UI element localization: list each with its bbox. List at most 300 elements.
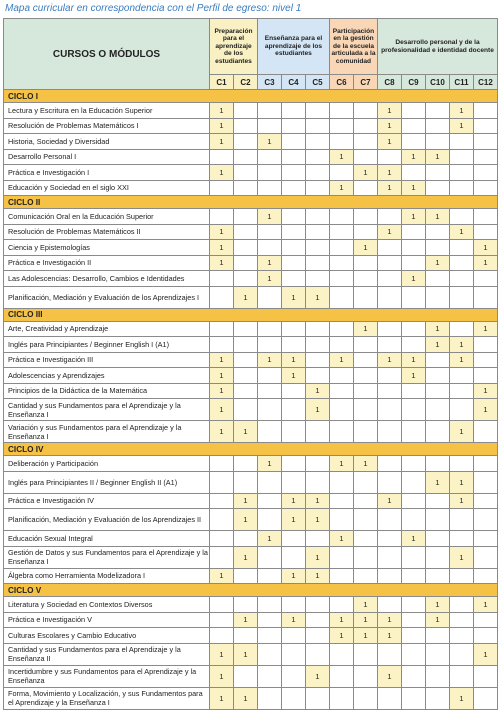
competency-cell: 1 [258,531,282,547]
competency-cell [234,165,258,181]
competency-cell [402,421,426,443]
competency-cell [258,368,282,384]
competency-cell [210,286,234,308]
competency-cell: 1 [210,165,234,181]
competency-cell: 1 [282,352,306,368]
cycle-label: CICLO V [4,584,498,597]
competency-cell [330,687,354,709]
competency-cell [330,337,354,353]
competency-cell [282,628,306,644]
table-row [4,597,498,613]
competency-cell: 1 [282,509,306,531]
code-header: C12 [474,75,498,90]
table-row [4,118,498,134]
competency-cell: 1 [402,180,426,196]
competency-cell: 1 [450,103,474,119]
competency-cell [426,103,450,119]
competency-cell [354,118,378,134]
table-row [4,399,498,421]
competency-cell [426,180,450,196]
competency-cell [258,597,282,613]
competency-cell [234,597,258,613]
competency-cell [306,321,330,337]
course-name: Planificación, Mediación y Evaluación de los Aprendizajes I [4,286,210,308]
competency-cell: 1 [210,103,234,119]
competency-cell [306,687,330,709]
competency-cell [402,456,426,472]
competency-cell: 1 [450,337,474,353]
competency-cell [474,118,498,134]
table-row [4,286,498,308]
competency-cell [258,149,282,165]
competency-cell [474,180,498,196]
competency-cell [282,103,306,119]
competency-cell [426,456,450,472]
competency-cell [474,509,498,531]
competency-cell [450,383,474,399]
course-name: Cantidad y sus Fundamentos para el Aprendizaje y la Enseñanza II [4,643,210,665]
table-row [4,149,498,165]
competency-cell [474,368,498,384]
competency-cell [258,546,282,568]
competency-cell: 1 [282,286,306,308]
competency-cell: 1 [378,612,402,628]
competency-cell: 1 [258,456,282,472]
competency-cell [474,471,498,493]
competency-cell [330,399,354,421]
table-body [4,90,498,710]
competency-cell [450,665,474,687]
code-header: C3 [258,75,282,90]
course-name: Práctica e Investigación IV [4,493,210,509]
competency-cell [354,180,378,196]
table-row [4,352,498,368]
cycle-label: CICLO IV [4,443,498,456]
competency-cell [402,103,426,119]
table-row [4,224,498,240]
competency-cell [426,368,450,384]
competency-cell [330,493,354,509]
competency-cell [378,321,402,337]
competency-cell [378,421,402,443]
competency-cell: 1 [306,286,330,308]
competency-cell [354,255,378,271]
competency-cell [306,209,330,225]
competency-cell [378,643,402,665]
table-row [4,165,498,181]
competency-cell: 1 [234,421,258,443]
competency-cell: 1 [330,628,354,644]
competency-cell: 1 [210,255,234,271]
competency-cell [330,368,354,384]
competency-cell [450,368,474,384]
competency-cell [450,134,474,150]
cycle-label: CICLO I [4,90,498,103]
competency-cell [282,321,306,337]
table-row [4,209,498,225]
competency-cell [354,383,378,399]
competency-cell: 1 [306,568,330,584]
competency-cell [210,471,234,493]
competency-cell [474,665,498,687]
code-header: C8 [378,75,402,90]
competency-cell [402,546,426,568]
document-title: Mapa curricular en correspondencia con el Perfil de egreso: nivel 1 [5,3,302,14]
competency-cell [474,224,498,240]
competency-cell [306,240,330,256]
competency-cell [354,271,378,287]
competency-cell [450,643,474,665]
competency-cell: 1 [330,149,354,165]
competency-cell [234,383,258,399]
competency-cell [378,509,402,531]
competency-cell: 1 [450,493,474,509]
competency-cell [474,149,498,165]
competency-cell [210,456,234,472]
course-name: Práctica e Investigación II [4,255,210,271]
competency-cell [426,240,450,256]
competency-cell [426,493,450,509]
competency-cell: 1 [354,240,378,256]
competency-cell [282,180,306,196]
competency-cell: 1 [378,224,402,240]
competency-cell [378,597,402,613]
competency-cell [426,165,450,181]
competency-cell [426,352,450,368]
competency-cell: 1 [234,612,258,628]
competency-cell [258,421,282,443]
table-row [4,421,498,443]
competency-cell [330,103,354,119]
competency-cell: 1 [450,118,474,134]
competency-cell [234,180,258,196]
competency-cell [258,628,282,644]
competency-cell: 1 [258,271,282,287]
competency-cell [354,643,378,665]
competency-cell: 1 [234,493,258,509]
competency-cell [330,165,354,181]
competency-cell [258,643,282,665]
cycle-header-row [4,308,498,321]
competency-cell: 1 [330,612,354,628]
competency-cell [402,255,426,271]
competency-cell [282,531,306,547]
competency-cell [282,597,306,613]
competency-cell [330,471,354,493]
competency-cell [426,531,450,547]
competency-cell [450,568,474,584]
competency-cell [378,240,402,256]
competency-cell [282,224,306,240]
competency-cell [402,612,426,628]
competency-cell [378,531,402,547]
competency-cell [354,665,378,687]
competency-cell [282,399,306,421]
competency-cell [210,180,234,196]
code-header: C5 [306,75,330,90]
competency-cell: 1 [210,224,234,240]
competency-cell [234,149,258,165]
table-row [4,665,498,687]
competency-cell [330,224,354,240]
competency-cell [306,643,330,665]
competency-cell: 1 [330,352,354,368]
competency-cell: 1 [474,597,498,613]
competency-cell [210,628,234,644]
competency-cell [402,493,426,509]
competency-cell [330,546,354,568]
table-row [4,337,498,353]
competency-cell: 1 [210,643,234,665]
competency-cell [354,687,378,709]
competency-cell [354,546,378,568]
competency-cell [234,255,258,271]
competency-cell [330,383,354,399]
cycle-header-row [4,90,498,103]
code-header: C11 [450,75,474,90]
code-header: C7 [354,75,378,90]
competency-cell: 1 [210,421,234,443]
competency-cell: 1 [234,509,258,531]
table-row [4,456,498,472]
competency-cell: 1 [306,665,330,687]
course-name: Incertidumbre y sus Fundamentos para el Aprendizaje y la Enseñanza [4,665,210,687]
competency-cell [378,255,402,271]
competency-cell [258,240,282,256]
competency-cell [234,224,258,240]
competency-cell [282,383,306,399]
competency-cell: 1 [378,352,402,368]
course-name: Cantidad y sus Fundamentos para el Aprendizaje y la Enseñanza I [4,399,210,421]
table-row [4,493,498,509]
course-name: Culturas Escolares y Cambio Educativo [4,628,210,644]
group-header-row [4,19,498,75]
competency-cell [258,509,282,531]
competency-cell: 1 [426,471,450,493]
competency-cell [354,209,378,225]
code-header: C9 [402,75,426,90]
competency-cell [402,628,426,644]
competency-cell [210,612,234,628]
course-name: Arte, Creatividad y Aprendizaje [4,321,210,337]
competency-cell [306,224,330,240]
competency-cell [426,224,450,240]
competency-cell [402,399,426,421]
competency-cell: 1 [426,597,450,613]
competency-cell: 1 [378,628,402,644]
competency-cell [354,368,378,384]
competency-cell [378,271,402,287]
competency-cell: 1 [354,597,378,613]
curricular-map-table [3,18,498,710]
competency-cell [234,209,258,225]
course-name: Comunicación Oral en la Educación Superior [4,209,210,225]
competency-cell [426,546,450,568]
code-header: C6 [330,75,354,90]
table-row [4,612,498,628]
competency-cell [402,665,426,687]
competency-cell [282,134,306,150]
competency-cell: 1 [402,209,426,225]
table-row [4,321,498,337]
course-name: Forma, Movimiento y Localización, y sus Fundamentos para el Aprendizaje y la Enseñanza I [4,687,210,709]
competency-cell [378,546,402,568]
competency-cell [210,509,234,531]
competency-cell [234,368,258,384]
competency-cell [234,134,258,150]
competency-cell: 1 [378,180,402,196]
competency-cell [282,240,306,256]
competency-cell [426,286,450,308]
competency-cell [330,568,354,584]
competency-cell [474,612,498,628]
competency-cell: 1 [378,118,402,134]
competency-cell: 1 [426,255,450,271]
competency-cell [378,286,402,308]
competency-cell [474,421,498,443]
competency-cell [210,209,234,225]
competency-cell [210,597,234,613]
competency-cell [258,321,282,337]
competency-cell [282,456,306,472]
code-header: C4 [282,75,306,90]
competency-cell [354,399,378,421]
competency-cell [330,665,354,687]
competency-cell [378,687,402,709]
competency-cell: 1 [450,546,474,568]
competency-cell [378,368,402,384]
competency-cell [330,509,354,531]
competency-cell [234,399,258,421]
competency-cell [210,337,234,353]
competency-cell: 1 [474,399,498,421]
competency-cell [258,103,282,119]
competency-cell [258,687,282,709]
competency-cell: 1 [378,165,402,181]
course-name: Educación y Sociedad en el siglo XXI [4,180,210,196]
competency-cell [282,271,306,287]
competency-cell [330,240,354,256]
competency-cell [234,103,258,119]
competency-cell: 1 [330,180,354,196]
competency-cell [330,421,354,443]
competency-cell [426,568,450,584]
competency-cell [258,118,282,134]
competency-cell: 1 [210,399,234,421]
competency-cell [402,240,426,256]
competency-cell [258,612,282,628]
competency-cell [330,321,354,337]
competency-cell [450,271,474,287]
competency-cell [258,337,282,353]
table-row [4,643,498,665]
competency-cell [234,471,258,493]
competency-cell [450,255,474,271]
competency-cell: 1 [210,687,234,709]
competency-cell [234,568,258,584]
competency-cell [426,628,450,644]
competency-cell [306,368,330,384]
competency-cell [426,383,450,399]
competency-cell [378,209,402,225]
competency-cell: 1 [258,134,282,150]
competency-cell: 1 [210,240,234,256]
competency-cell: 1 [402,271,426,287]
competency-cell [378,568,402,584]
course-name: Ciencia y Epistemologías [4,240,210,256]
table-row [4,134,498,150]
competency-cell [330,209,354,225]
competency-cell [474,103,498,119]
competency-cell: 1 [258,255,282,271]
competency-cell [474,286,498,308]
competency-cell [330,597,354,613]
competency-cell [474,531,498,547]
competency-cell [402,643,426,665]
competency-cell: 1 [258,209,282,225]
competency-cell [282,255,306,271]
competency-cell: 1 [354,321,378,337]
competency-cell [426,118,450,134]
course-name: Práctica e Investigación V [4,612,210,628]
course-name: Resolución de Problemas Matemáticos I [4,118,210,134]
competency-cell [450,149,474,165]
competency-cell [378,456,402,472]
competency-cell: 1 [402,531,426,547]
course-name: Planificación, Mediación y Evaluación de los Aprendizajes II [4,509,210,531]
competency-cell: 1 [402,368,426,384]
competency-cell [210,271,234,287]
competency-cell [306,165,330,181]
competency-cell: 1 [306,493,330,509]
competency-cell: 1 [378,493,402,509]
table-row [4,240,498,256]
competency-cell [354,103,378,119]
competency-cell: 1 [378,134,402,150]
competency-cell [234,456,258,472]
competency-cell [282,687,306,709]
competency-cell [306,149,330,165]
competency-cell: 1 [234,286,258,308]
competency-cell [354,149,378,165]
competency-cell [354,134,378,150]
course-name: Lectura y Escritura en la Educación Superior [4,103,210,119]
competency-cell [450,456,474,472]
competency-cell: 1 [354,165,378,181]
course-name: Práctica e Investigación III [4,352,210,368]
competency-cell [258,180,282,196]
group-header: Enseñanza para el aprendizaje de los estudiantes [258,19,330,75]
competency-cell [282,118,306,134]
table-row [4,255,498,271]
competency-cell [258,471,282,493]
competency-cell: 1 [450,224,474,240]
competency-cell [474,352,498,368]
group-header: Participación en la gestión de la escuela articulada a la comunidad [330,19,378,75]
courses-column-header: CURSOS O MÓDULOS [4,19,210,90]
course-name: Práctica e Investigación I [4,165,210,181]
competency-cell [306,628,330,644]
course-name: Resolución de Problemas Matemáticos II [4,224,210,240]
competency-cell [210,546,234,568]
competency-cell [450,240,474,256]
competency-cell: 1 [426,612,450,628]
competency-cell [450,209,474,225]
competency-cell [474,337,498,353]
course-name: Álgebra como Herramienta Modelizadora I [4,568,210,584]
cycle-label: CICLO III [4,308,498,321]
table-row [4,471,498,493]
